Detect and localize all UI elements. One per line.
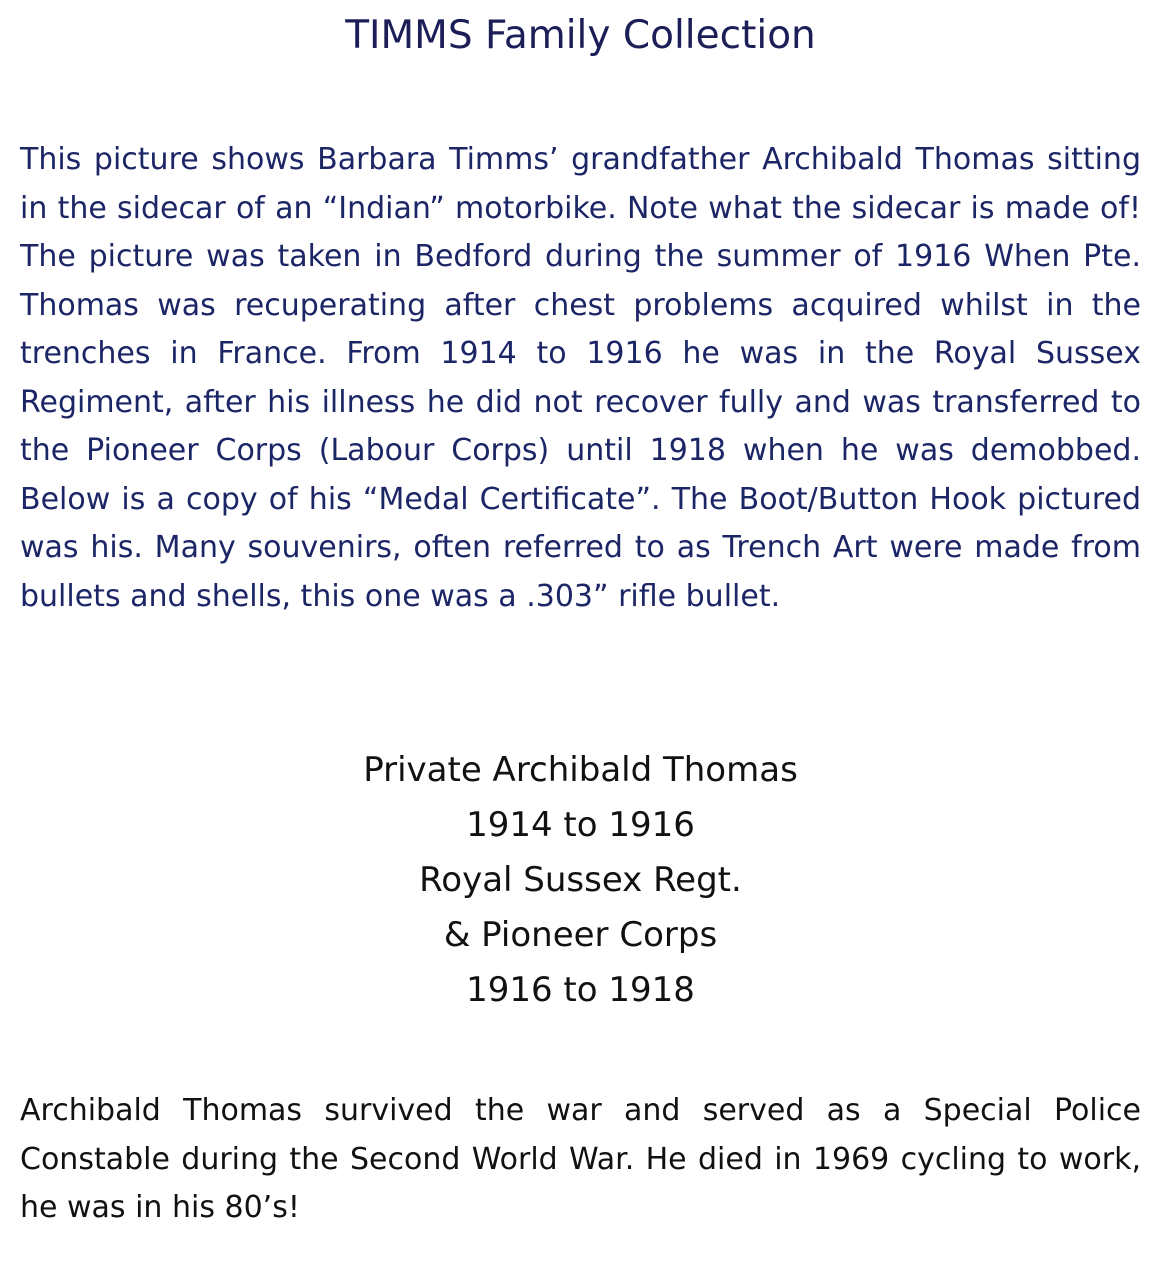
caption-name: Private Archibald Thomas [363, 750, 798, 790]
caption-service-years-2: 1916 to 1918 [466, 970, 695, 1010]
caption-corps: & Pioneer Corps [443, 915, 718, 955]
intro-paragraph: This picture shows Barbara Timms’ grandfather Archibald Thomas sitting in the sidecar of an “Indian” motorbike. Note what the sidecar is made of! The picture was taken in Bedford during the summer of 1916 When Pte. Thomas was recuperating after chest problems acquired whilst in the trenches in France. From 1914 to 1916 he was in the Royal Sussex Regiment, after his illness he did not recover fully and was transferred to the Pioneer Corps (Labour Corps) until 1918 when he was demobbed. Below is a copy of his “Medal Certificate”. The Boot/Button Hook pictured was his. Many souvenirs, often referred to as Trench Art were made from bullets and shells, this one was a .303” rifle bullet. [20, 142, 1141, 614]
closing-paragraph: Archibald Thomas survived the war and served as a Special Police Constable during the Second World War. He died in 1969 cycling to work, he was in his 80’s! [20, 1093, 1141, 1225]
service-caption [20, 743, 1141, 1018]
page-title: TIMMS Family Collection [345, 13, 816, 58]
caption-regiment: Royal Sussex Regt. [419, 860, 742, 900]
caption-service-years-1: 1914 to 1916 [466, 805, 695, 845]
